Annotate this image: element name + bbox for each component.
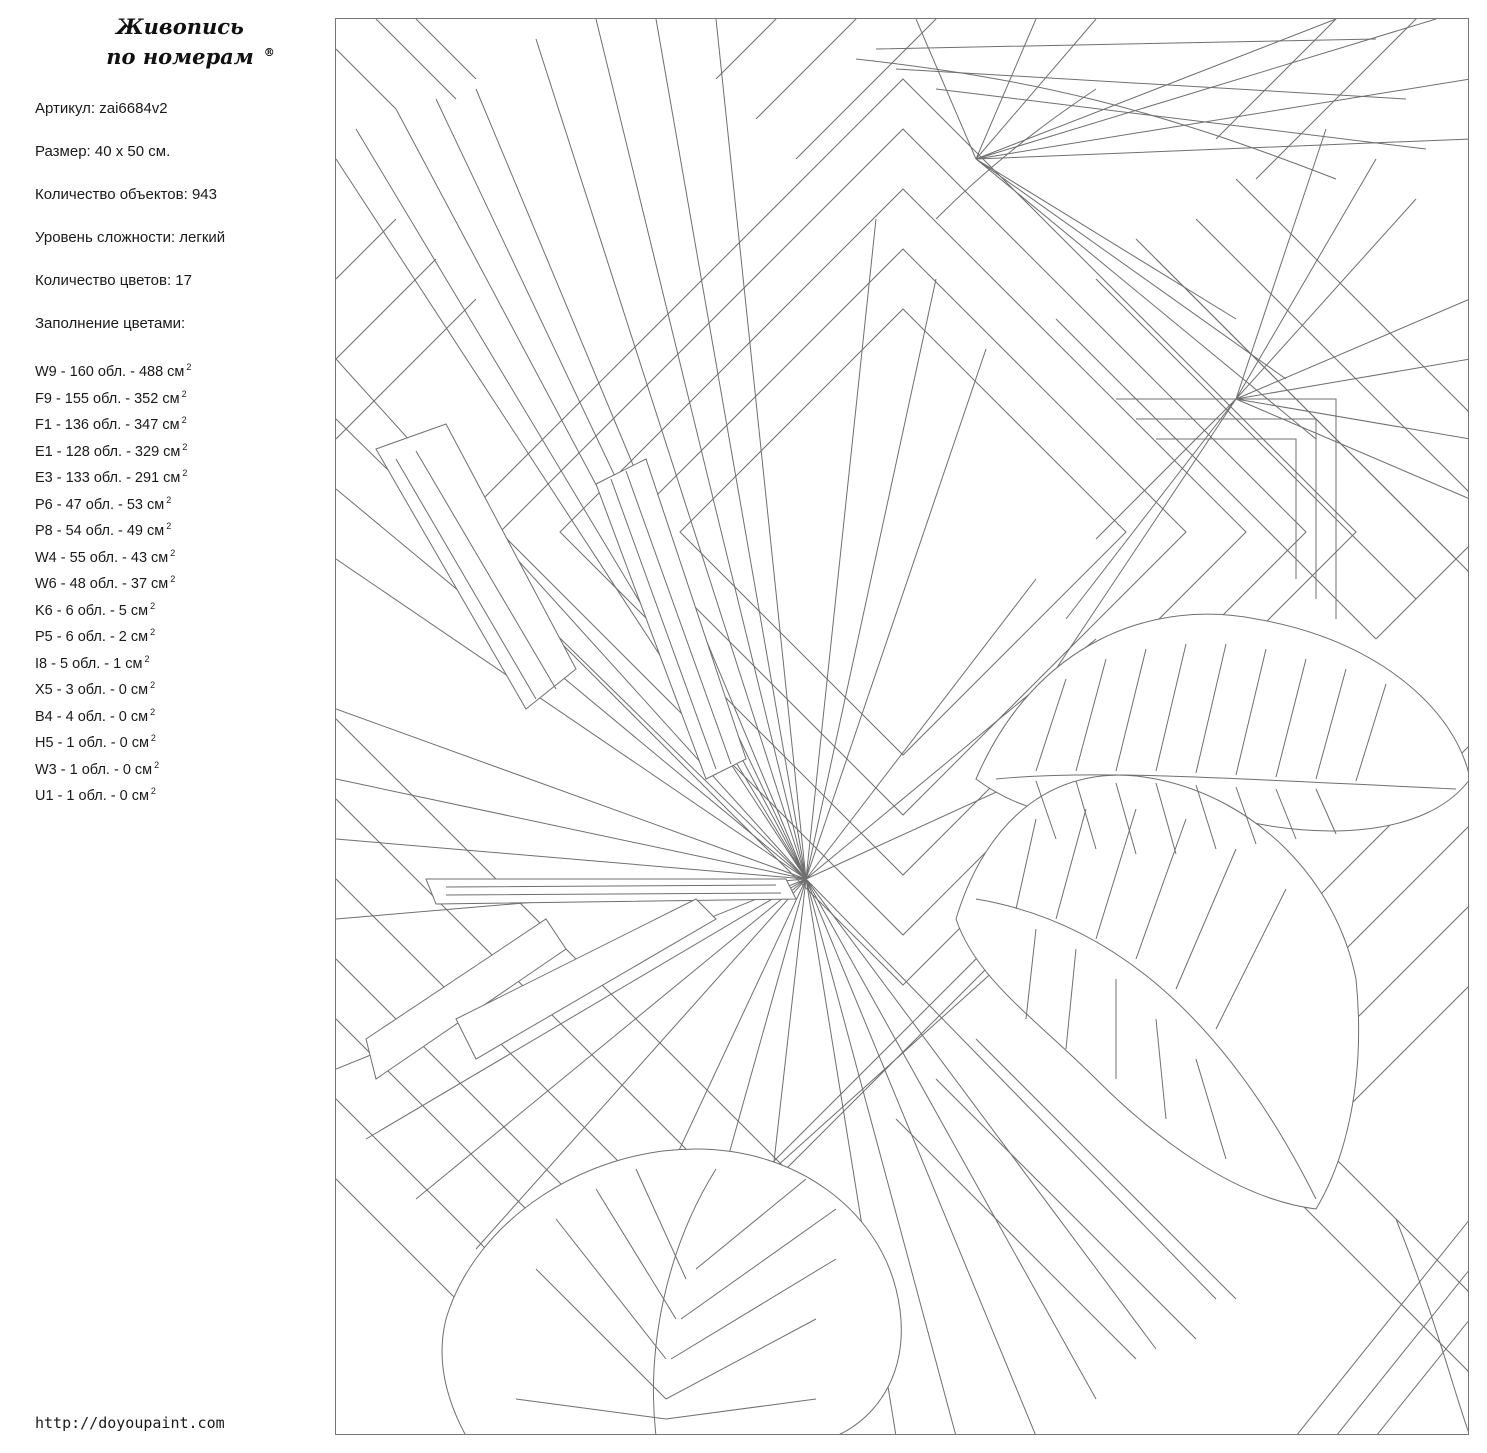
color-fill-row [35, 649, 191, 676]
color-fill-text: I8 - 5 обл. - 1 см [35, 655, 143, 672]
article-label: Артикул: zai6684v2 [35, 100, 168, 117]
area-unit-superscript: 2 [166, 494, 172, 505]
area-unit-superscript: 2 [150, 680, 156, 690]
color-fill-text: W9 - 160 обл. - 488 см [35, 364, 185, 380]
area-unit-superscript: 2 [154, 759, 160, 770]
area-unit-superscript: 2 [182, 468, 188, 478]
area-unit-superscript: 2 [150, 733, 156, 743]
brand-line-2: по номерам [106, 44, 254, 69]
area-unit-superscript: 2 [182, 441, 188, 452]
objects-count-label: Количество объектов: 943 [35, 186, 217, 203]
color-fill-row [35, 702, 191, 729]
coloring-canvas [335, 18, 1469, 1435]
color-fill-row [35, 543, 191, 570]
tropical-leaves-outline-icon [336, 19, 1469, 1435]
brand-logo [60, 12, 300, 72]
color-fill-row [35, 357, 191, 384]
website-link[interactable]: http://doyoupaint.com [35, 1414, 225, 1432]
area-unit-superscript: 2 [144, 653, 150, 664]
color-fill-text: W4 - 55 обл. - 43 см [35, 549, 169, 566]
area-unit-superscript: 2 [181, 388, 187, 399]
color-fill-row [35, 410, 191, 437]
color-fill-text: P8 - 54 обл. - 49 см [35, 523, 165, 539]
colors-count-label: Количество цветов: 17 [35, 272, 192, 289]
color-fill-text: P5 - 6 обл. - 2 см [35, 629, 149, 645]
color-fill-text: F9 - 155 обл. - 352 см [35, 390, 180, 407]
color-fill-list [35, 357, 191, 808]
area-unit-superscript: 2 [181, 415, 187, 425]
fill-heading: Заполнение цветами: [35, 315, 186, 332]
product-info [35, 98, 225, 356]
color-fill-text: W3 - 1 обл. - 0 см [35, 761, 153, 778]
color-fill-row [35, 463, 191, 490]
color-fill-row [35, 755, 191, 782]
size-label: Размер: 40 x 50 см. [35, 143, 171, 160]
color-fill-row [35, 781, 191, 808]
color-fill-text: E1 - 128 обл. - 329 см [35, 443, 181, 460]
area-unit-superscript: 2 [170, 574, 176, 584]
area-unit-superscript: 2 [186, 362, 192, 372]
area-unit-superscript: 2 [166, 521, 172, 531]
area-unit-superscript: 2 [150, 786, 156, 796]
color-fill-text: U1 - 1 обл. - 0 см [35, 788, 149, 804]
color-fill-text: X5 - 3 обл. - 0 см [35, 682, 149, 698]
color-fill-text: P6 - 47 обл. - 53 см [35, 496, 165, 513]
area-unit-superscript: 2 [150, 627, 156, 637]
brand-line-1: Живопись [116, 14, 244, 39]
color-fill-text: F1 - 136 обл. - 347 см [35, 417, 180, 433]
area-unit-superscript: 2 [170, 547, 176, 558]
color-fill-row [35, 596, 191, 623]
difficulty-label: Уровень сложности: легкий [35, 229, 226, 246]
color-fill-text: B4 - 4 обл. - 0 см [35, 708, 149, 725]
color-fill-text: E3 - 133 обл. - 291 см [35, 470, 181, 486]
color-fill-row [35, 569, 191, 596]
color-fill-row [35, 384, 191, 411]
info-sidebar [0, 0, 320, 1453]
color-fill-text: W6 - 48 обл. - 37 см [35, 576, 169, 592]
area-unit-superscript: 2 [150, 600, 156, 611]
color-fill-text: K6 - 6 обл. - 5 см [35, 602, 149, 619]
color-fill-row [35, 437, 191, 464]
color-fill-row [35, 728, 191, 755]
color-fill-row [35, 675, 191, 702]
color-fill-text: H5 - 1 обл. - 0 см [35, 735, 149, 751]
registered-mark: ® [263, 46, 275, 59]
color-fill-row [35, 490, 191, 517]
area-unit-superscript: 2 [150, 706, 156, 717]
color-fill-row [35, 516, 191, 543]
color-fill-row [35, 622, 191, 649]
